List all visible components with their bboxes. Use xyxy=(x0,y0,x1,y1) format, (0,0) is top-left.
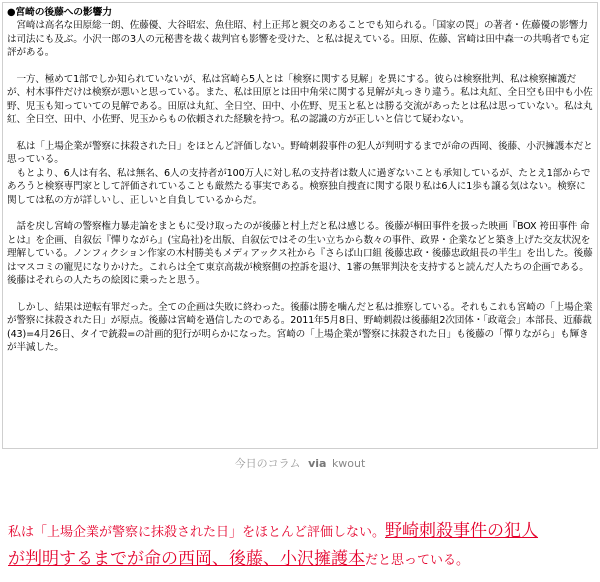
caption-link[interactable]: 今日のコラム xyxy=(234,457,301,470)
quote-part-3: が判明するまでが命の西岡、後藤、小沢擁護本 xyxy=(8,549,365,569)
kwout-frame xyxy=(2,2,598,449)
quote-part-4: だと思っている。 xyxy=(365,553,470,568)
article-paragraph-5: しかし、結果は逆転有罪だった。全ての企画は失敗に終わった。後藤は勝を噛んだと私は推察している。それもこれも宮崎の「上場企業が警察に抹殺された日」が原点。後藤は宮崎を過信したのである。2011年5月8日、野崎刺殺は後藤組2次団体・「政竜会」本部長、近藤裁(43)=4月26日、タイで銃殺=の計画的犯行が明らかになった。宮崎の「上場企業が警察に抹殺された日」も後藤の「憚りながら」も輝きが半減した。 xyxy=(7,301,593,354)
quote-part-1: 私は「上場企業が警察に抹殺された日」をほとんど評価しない。 xyxy=(8,525,386,540)
article-body xyxy=(7,6,594,355)
kwout-caption xyxy=(0,455,600,471)
caption-via: via xyxy=(308,457,327,470)
article-paragraph-1: 宮崎は高名な田原総一朗、佐藤優、大谷昭宏、魚住昭、村上正邦と親交のあることでも知られる。「国家の罠」の著者・佐藤優の影響力は司法にも及ぶ。小沢一郎の3人の元秘書を裁く裁判官も影響を受けた、と私は捉えている。田原、佐藤、宮崎は田中森一の共鳴者でも定評がある。 xyxy=(7,20,590,59)
quote-line-1 xyxy=(8,518,596,546)
article-paragraph-4: 話を戻し宮崎の警察権力暴走論をまともに受け取ったのが後藤と村上だと私は感じる。後藤が桐田事件を扱った映画『BOX 袴田事件 命とは』を企画、自叙伝『憚りながら』(宝島社)を出版、自叙伝ではその生い立ちから数々の事件、政界・企業などと築き上げた交友状況を理解している。ノンフィクション作家の木村勝美もメディアックス社から『さらば山口組 後藤忠政・後藤忠政組長の半生』を出した。後藤はマスコミの寵児になりかけた。これらは全て東京高裁が検察側の控訴を退け、1審の無罪判決を支持すると読んだ人たちの企画である。後藤はそれらの人たちの絵図に乗ったと思う。 xyxy=(7,221,593,287)
caption-source-link[interactable]: kwout xyxy=(331,457,366,470)
quote-line-2 xyxy=(8,546,596,574)
article-paragraph-3: 私は「上場企業が警察に抹殺された日」をほとんど評価しない。野崎刺殺事件の犯人が判明するまでが命の西岡、後藤、小沢擁護本だと思っている。 もとより、6人は有名、私は無名、6人の支持者が100万人に対し私の支持者は数人に過ぎないことも承知しているが、たとえ1部からであろうと検察専門家として評価されていることも厳然たる事実である。検察独自捜査に関する限り私は6人に1歩も譲る気はない。検察に関しては私の方が詳しいし、正しいと自負しているからだ。 xyxy=(7,141,593,206)
article-heading: ●宮崎の後藤への影響力 xyxy=(7,7,112,18)
highlight-quote xyxy=(8,518,596,574)
article-paragraph-2: 一方、極めて1部でしか知られていないが、私は宮崎ら5人とは「検察に関する見解」を異にする。彼らは検察批判、私は検察擁護だが、村木事件だけは検察が悪いと思っている。また、私は田原とは田中角栄に関する見解が丸っきり違う。私は丸紅、全日空も田中も小佐野、児玉も知っていての見解である。田原は丸紅、全日空、田中、小佐野、児玉と私とは勝る交流があったとは私は思っていない。私は丸紅、全日空、田中、小佐野、児玉からもの依頼された経験を持つ。私の認識の方が正しいと信じて疑わない。 xyxy=(7,74,593,126)
quote-part-2: 野崎刺殺事件の犯人 xyxy=(385,521,539,541)
